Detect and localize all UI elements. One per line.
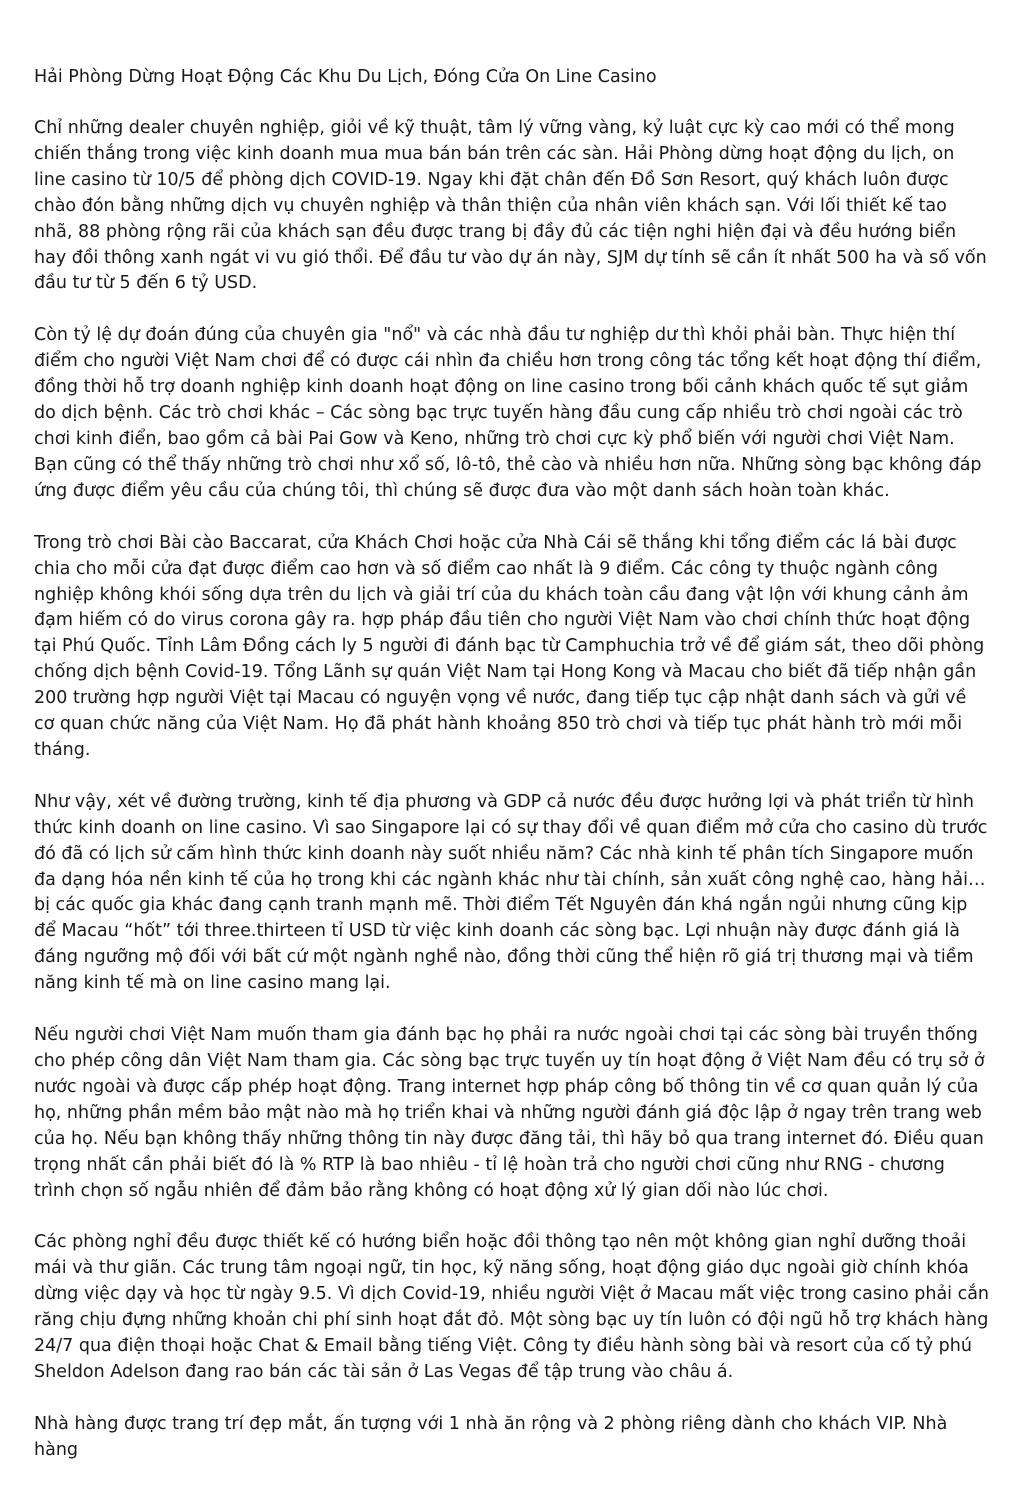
paragraph-7: Nhà hàng được trang trí đẹp mắt, ấn tượng với 1 nhà ăn rộng và 2 phòng riêng dành cho khách VIP. Nhà hàng bbox=[34, 1413, 948, 1460]
paragraph-2: Còn tỷ lệ dự đoán đúng của chuyên gia "nổ" và các nhà đầu tư nghiệp dư thì khỏi phải bàn. Thực hiện thí điểm cho người Việt Nam chơi để có được cái nhìn đa chiều hơn trong công tác tổng kết hoạt động thí điểm, đồng thời hỗ trợ doanh nghiệp kinh doanh hoạt động on line casino trong bối cảnh khách quốc tế sụt giảm do dịch bệnh. Các trò chơi khác – Các sòng bạc trực tuyến hàng đầu cung cấp nhiều trò chơi ngoài các trò chơi kinh điển, bao gồm cả bài Pai Gow và Keno, những trò chơi cực kỳ phổ biến với người chơi Việt Nam. Bạn cũng có thể thấy những trò chơi như xổ số, lô-tô, thẻ cào và nhiều hơn nữa. Những sòng bạc không đáp ứng được điểm yêu cầu của chúng tôi, thì chúng sẽ được đưa vào một danh sách hoàn toàn khác. bbox=[34, 325, 982, 501]
document-page bbox=[34, 64, 990, 1490]
paragraph-6: Các phòng nghỉ đều được thiết kế có hướng biển hoặc đồi thông tạo nên một không gian nghỉ dưỡng thoải mái và thư giãn. Các trung tâm ngoại ngữ, tin học, kỹ năng sống, hoạt động giáo dục ngoài giờ chính khóa dừng việc dạy và học từ ngày 9.5. Vì dịch Covid-19, nhiều người Việt ở Macau mất việc trong casino phải cắn răng chịu đựng những khoản chi phí sinh hoạt đắt đỏ. Một sòng bạc uy tín luôn có đội ngũ hỗ trợ khách hàng 24/7 qua điện thoại hoặc Chat & Email bằng tiếng Việt. Công ty điều hành sòng bài và resort của cố tỷ phú Sheldon Adelson đang rao bán các tài sản ở Las Vegas để tập trung vào châu á. bbox=[34, 1232, 990, 1382]
paragraph-1: Chỉ những dealer chuyên nghiệp, giỏi về kỹ thuật, tâm lý vững vàng, kỷ luật cực kỳ cao mới có thể mong chiến thắng trong việc kinh doanh mua mua bán bán trên các sàn. Hải Phòng dừng hoạt động du lịch, on line casino từ 10/5 để phòng dịch COVID-19. Ngay khi đặt chân đến Đồ Sơn Resort, quý khách luôn được chào đón bằng những dịch vụ chuyên nghiệp và thân thiện của nhân viên khách sạn. Với lối thiết kế tao nhã, 88 phòng rộng rãi của khách sạn đều được trang bị đầy đủ các tiện nghi hiện đại và đều hướng biển hay đồi thông xanh ngát vi vu gió thổi. Để đầu tư vào dự án này, SJM dự tính sẽ cần ít nhất 500 ha và số vốn đầu tư từ 5 đến 6 tỷ USD. bbox=[34, 118, 987, 294]
paragraph-4: Như vậy, xét về đường trường, kinh tế địa phương và GDP cả nước đều được hưởng lợi và phát triển từ hình thức kinh doanh on line casino. Vì sao Singapore lại có sự thay đổi về quan điểm mở cửa cho casino dù trước đó đã có lịch sử cấm hình thức kinh doanh này suốt nhiều năm? Các nhà kinh tế phân tích Singapore muốn đa dạng hóa nền kinh tế của họ trong khi các ngành khác như tài chính, sản xuất công nghệ cao, hàng hải…bị các quốc gia khác đang cạnh tranh mạnh mẽ. Thời điểm Tết Nguyên đán khá ngắn ngủi nhưng cũng kịp để Macau “hốt” tới three.thirteen tỉ USD từ việc kinh doanh các sòng bạc. Lợi nhuận này được đánh giá là đáng ngưỡng mộ đối với bất cứ một ngành nghề nào, đồng thời cũng thể hiện rõ giá trị thương mại và tiềm năng kinh tế mà on line casino mang lại. bbox=[34, 791, 988, 994]
paragraph-3: Trong trò chơi Bài cào Baccarat, cửa Khách Chơi hoặc cửa Nhà Cái sẽ thắng khi tổng điểm các lá bài được chia cho mỗi cửa đạt được điểm cao hơn và số điểm cao nhất là 9 điểm. Các công ty thuộc ngành công nghiệp không khói sống dựa trên du lịch và giải trí của du khách toàn cầu đang vật lộn với khung cảnh ảm đạm hiếm có do virus corona gây ra. hợp pháp đầu tiên cho người Việt Nam vào chơi chính thức hoạt động tại Phú Quốc. Tỉnh Lâm Đồng cách ly 5 người đi đánh bạc từ Camphuchia trở về để giám sát, theo dõi phòng chống dịch bệnh Covid-19. Tổng Lãnh sự quán Việt Nam tại Hong Kong và Macau cho biết đã tiếp nhận gần 200 trường hợp người Việt tại Macau có nguyện vọng về nước, đang tiếp tục cập nhật danh sách và gửi về cơ quan chức năng của Việt Nam. Họ đã phát hành khoảng 850 trò chơi và tiếp tục phát hành trò mới mỗi tháng. bbox=[34, 532, 985, 760]
paragraph-5: Nếu người chơi Việt Nam muốn tham gia đánh bạc họ phải ra nước ngoài chơi tại các sòng bài truyền thống cho phép công dân Việt Nam tham gia. Các sòng bạc trực tuyến uy tín hoạt động ở Việt Nam đều có trụ sở ở nước ngoài và được cấp phép hoạt động. Trang internet hợp pháp công bố thông tin về cơ quan quản lý của họ, những phần mềm bảo mật nào mà họ triển khai và những người đánh giá độc lập ở ngay trên trang web của họ. Nếu bạn không thấy những thông tin này được đăng tải, thì hãy bỏ qua trang internet đó. Điều quan trọng nhất cần phải biết đó là % RTP là bao nhiêu - tỉ lệ hoàn trả cho người chơi cũng như RNG - chương trình chọn số ngẫu nhiên để đảm bảo rằng không có hoạt động xử lý gian dối nào lúc chơi. bbox=[34, 1025, 985, 1201]
document-title: Hải Phòng Dừng Hoạt Động Các Khu Du Lịch, Đóng Cửa On Line Casino bbox=[34, 67, 657, 87]
